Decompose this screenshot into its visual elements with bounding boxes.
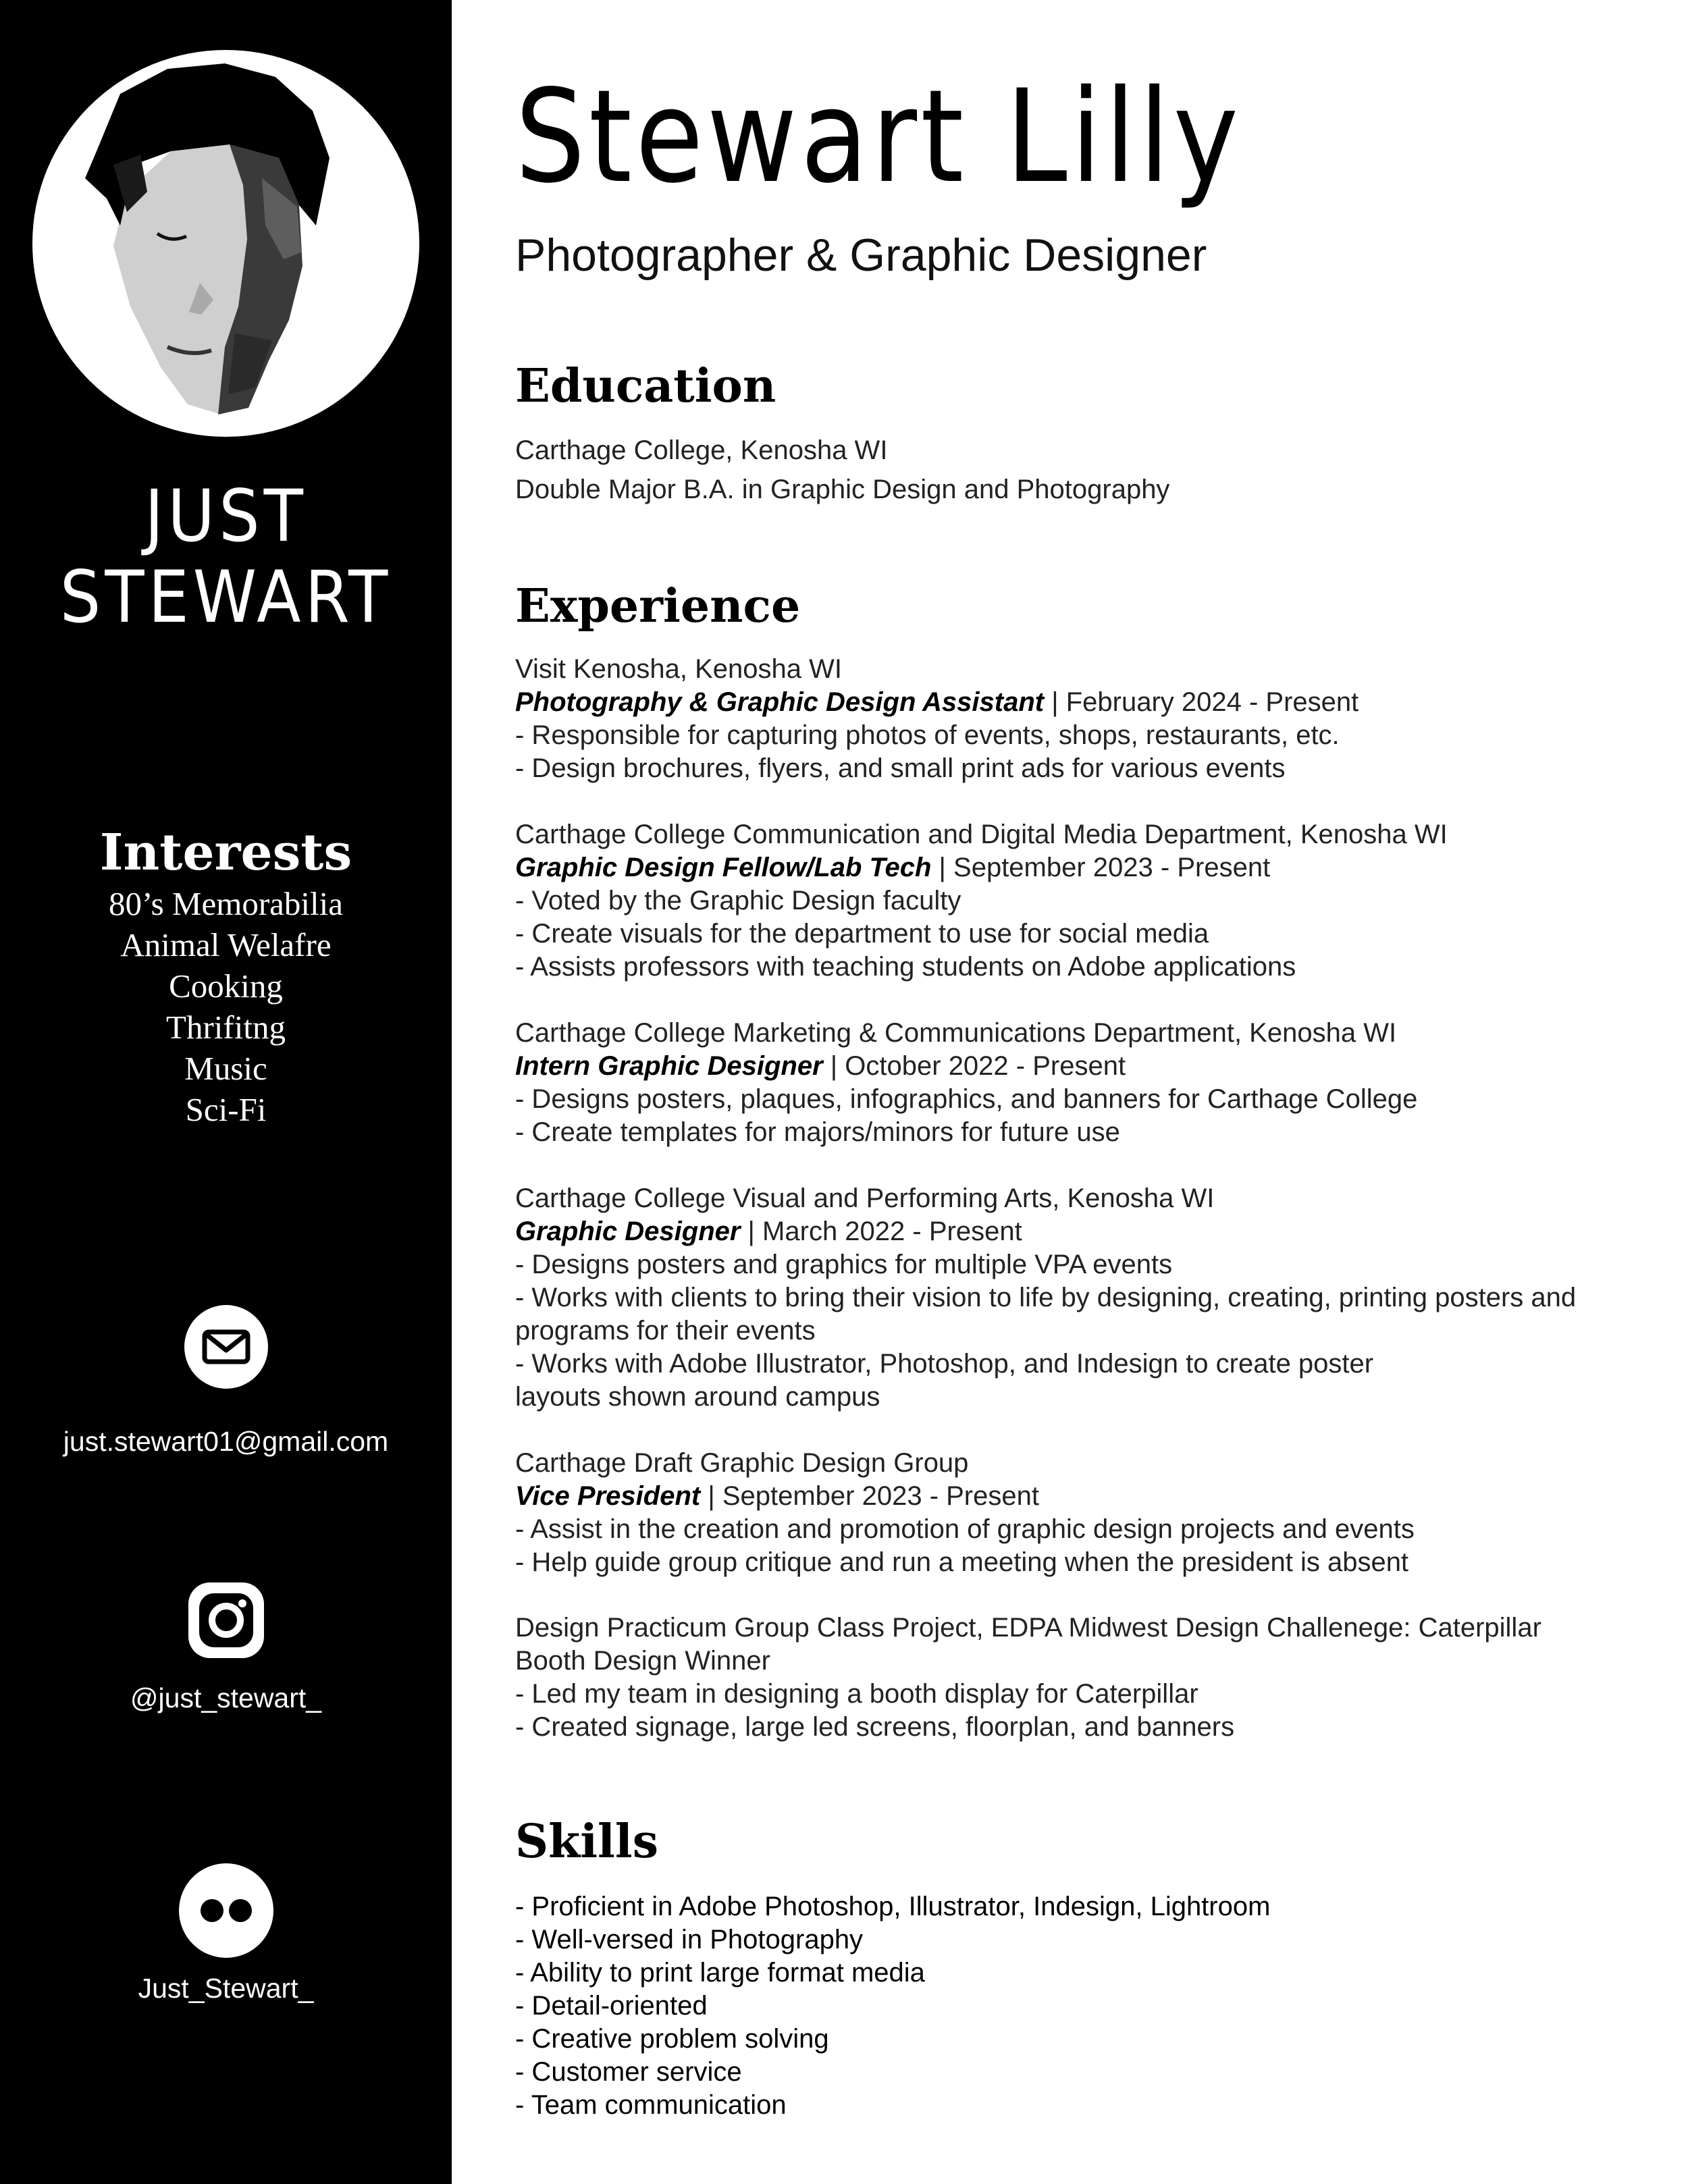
education-block xyxy=(515,431,1663,509)
skills-list xyxy=(515,1890,1663,2122)
entry-role-line xyxy=(515,1215,1663,1248)
entry-role: Graphic Designer xyxy=(515,1217,741,1246)
experience-entry xyxy=(515,1447,1663,1579)
entry-dates: | February 2024 - Present xyxy=(1044,687,1359,717)
project-entry xyxy=(515,1612,1663,1744)
skill-item: - Detail-oriented xyxy=(515,1991,708,2021)
brand-line-2: STEWART xyxy=(59,556,392,639)
entry-org: Carthage Draft Graphic Design Group xyxy=(515,1448,969,1478)
experience-entry xyxy=(515,818,1663,984)
entry-org: Carthage College Visual and Performing Arts, Kenosha WI xyxy=(515,1183,1215,1213)
entry-org: Carthage College Communication and Digital Media Department, Kenosha WI xyxy=(515,820,1448,849)
entry-role-line xyxy=(515,1050,1663,1083)
instagram-icon[interactable] xyxy=(186,1580,267,1661)
interest-item: Music xyxy=(184,1050,267,1087)
skill-item: - Ability to print large format media xyxy=(515,1958,925,1988)
entry-bullet: - Works with clients to bring their vision to life by designing, creating, printing posters and programs for their events xyxy=(515,1283,1577,1346)
page-title: Stewart Lilly xyxy=(515,62,1242,211)
entry-dates: | September 2023 - Present xyxy=(700,1481,1039,1511)
education-heading: Education xyxy=(515,359,776,413)
interest-item: Sci-Fi xyxy=(185,1091,267,1128)
skill-item: - Team communication xyxy=(515,2090,787,2120)
instagram-handle[interactable]: @just_stewart_ xyxy=(130,1682,322,1713)
project-title-cont: Booth Design Winner xyxy=(515,1646,770,1676)
entry-bullet: - Assist in the creation and promotion of graphic design projects and events xyxy=(515,1514,1415,1544)
entry-bullet: - Design brochures, flyers, and small print ads for various events xyxy=(515,753,1286,783)
sidebar xyxy=(0,0,452,2184)
interests-list xyxy=(0,883,452,1130)
entry-dates: | October 2022 - Present xyxy=(822,1051,1126,1081)
entry-bullet: - Works with Adobe Illustrator, Photoshop, and Indesign to create poster xyxy=(515,1349,1374,1379)
flickr-handle[interactable]: Just_Stewart_ xyxy=(138,1973,314,2004)
experience-entry xyxy=(515,1017,1663,1149)
entry-dates: | September 2023 - Present xyxy=(931,853,1271,882)
job-title: Photographer & Graphic Designer xyxy=(515,230,1207,281)
experience-entry xyxy=(515,653,1663,785)
entry-dates: | March 2022 - Present xyxy=(740,1217,1022,1246)
interest-item: 80’s Memorabilia xyxy=(108,885,344,922)
email-icon[interactable] xyxy=(184,1305,268,1389)
skills-heading: Skills xyxy=(515,1815,659,1869)
skill-item: - Well-versed in Photography xyxy=(515,1925,864,1954)
interest-item: Cooking xyxy=(169,967,283,1005)
skill-item: - Customer service xyxy=(515,2057,742,2087)
entry-bullet: - Assists professors with teaching students on Adobe applications xyxy=(515,952,1296,982)
skill-item: - Creative problem solving xyxy=(515,2024,829,2054)
interest-item: Thrifitng xyxy=(166,1009,286,1046)
entry-role: Photography & Graphic Design Assistant xyxy=(515,687,1045,717)
entry-role-line xyxy=(515,1480,1663,1513)
education-line: Double Major B.A. in Graphic Design and Photography xyxy=(515,475,1170,504)
portrait-illustration xyxy=(32,50,419,437)
brand-line-1: JUST xyxy=(144,475,307,558)
interests-heading: Interests xyxy=(99,824,352,882)
experience-heading: Experience xyxy=(515,579,801,633)
entry-role: Graphic Design Fellow/Lab Tech xyxy=(515,853,932,882)
entry-bullet: - Led my team in designing a booth display for Caterpillar xyxy=(515,1679,1198,1709)
interest-item: Animal Welafre xyxy=(120,926,332,963)
project-title: Design Practicum Group Class Project, EDPA Midwest Design Challenege: Caterpillar xyxy=(515,1613,1541,1643)
entry-bullet: - Voted by the Graphic Design faculty xyxy=(515,886,961,915)
entry-bullet: - Designs posters and graphics for multiple VPA events xyxy=(515,1250,1173,1279)
flickr-icon[interactable] xyxy=(179,1863,273,1958)
entry-bullet: - Create templates for majors/minors for future use xyxy=(515,1117,1120,1147)
entry-bullet: - Help guide group critique and run a meeting when the president is absent xyxy=(515,1547,1409,1577)
entry-role-line xyxy=(515,686,1663,719)
entry-bullet: - Responsible for capturing photos of events, shops, restaurants, etc. xyxy=(515,720,1340,750)
skill-item: - Proficient in Adobe Photoshop, Illustrator, Indesign, Lightroom xyxy=(515,1892,1271,1921)
entry-bullet: - Created signage, large led screens, floorplan, and banners xyxy=(515,1712,1235,1742)
entry-org: Visit Kenosha, Kenosha WI xyxy=(515,654,842,684)
education-line: Carthage College, Kenosha WI xyxy=(515,435,888,465)
entry-bullet: - Designs posters, plaques, infographics, and banners for Carthage College xyxy=(515,1084,1418,1114)
email-link[interactable]: just.stewart01@gmail.com xyxy=(63,1426,389,1457)
entry-org: Carthage College Marketing & Communications Department, Kenosha WI xyxy=(515,1018,1397,1048)
entry-role: Vice President xyxy=(515,1481,701,1511)
entry-bullet: layouts shown around campus xyxy=(515,1382,880,1412)
experience-entry xyxy=(515,1182,1663,1414)
entry-role-line xyxy=(515,851,1663,884)
entry-bullet: - Create visuals for the department to use for social media xyxy=(515,919,1209,949)
entry-role: Intern Graphic Designer xyxy=(515,1051,823,1081)
